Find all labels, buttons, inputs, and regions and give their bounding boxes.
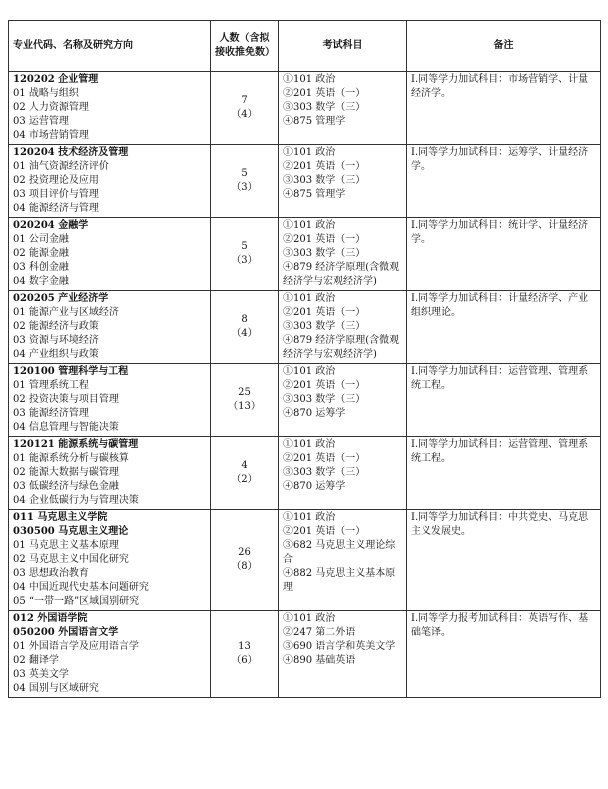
remark-cell [407,611,601,698]
exam-cell [279,291,407,364]
exam-subject: ①101 政治 [283,512,336,523]
remark-text: I.同等学力加试科目：运筹学、计量经济学。 [411,147,589,172]
enrollment-count: 26 [238,547,251,558]
exam-subject: ③303 数学（三） [283,321,366,332]
exam-cell [279,218,407,291]
count-cell [211,437,279,510]
admissions-table [8,20,601,698]
table-row [9,437,601,510]
count-cell [211,145,279,218]
major-title: 030500 马克思主义理论 [13,526,129,537]
research-direction: 01 马克思主义基本原理 [13,540,119,551]
remark-cell [407,437,601,510]
major-title: 020205 产业经济学 [13,293,109,304]
exam-subject: ④879 经济学原理(含微观经济学与宏观经济学) [283,262,400,287]
exam-subject: ①101 政治 [283,439,336,450]
remark-text: I.同等学力加试科目：运营管理、管理系统工程。 [411,366,589,391]
exam-subject: ①101 政治 [283,366,336,377]
exam-subject: ④875 管理学 [283,189,346,200]
count-cell [211,611,279,698]
exam-subject: ③690 语言学和英美文学 [283,641,396,652]
research-direction: 04 企业低碳行为与管理决策 [13,495,139,506]
remark-text: I.同等学力加试科目：计量经济学、产业组织理论。 [411,293,589,318]
table-row [9,291,601,364]
research-direction: 01 油气资源经济评价 [13,161,109,172]
exam-subject: ②201 英语（一） [283,526,366,537]
research-direction: 03 运营管理 [13,116,69,127]
research-direction: 01 能源产业与区域经济 [13,307,119,318]
major-title: 120100 管理科学与工程 [13,366,129,377]
research-direction: 02 马克思主义中国化研究 [13,554,129,565]
exam-subject: ④882 马克思主义基本原理 [283,568,396,593]
table-row [9,364,601,437]
research-direction: 03 思想政治教育 [13,568,89,579]
header-exam: 考试科目 [279,21,407,72]
research-direction: 03 低碳经济与绿色金融 [13,481,119,492]
remark-text: I.同等学力加试科目：市场营销学、计量经济学。 [411,74,589,99]
exam-cell [279,364,407,437]
research-direction: 04 能源经济与管理 [13,203,99,214]
remark-text: I.同等学力报考加试科目：英语写作、基础笔译。 [411,613,589,638]
enrollment-count: 5 [241,168,248,179]
enrollment-count: 25 [238,387,251,398]
table-row [9,611,601,698]
enrollment-count: 13 [238,641,251,652]
count-cell [211,364,279,437]
research-direction: 02 翻译学 [13,655,59,666]
remark-text: I.同等学力加试科目：统计学、计量经济学。 [411,220,589,245]
recommended-count: （4） [231,109,258,120]
research-direction: 04 信息管理与智能决策 [13,422,119,433]
research-direction: 02 能源大数据与碳管理 [13,467,119,478]
research-direction: 02 能源金融 [13,248,69,259]
major-title: 120202 企业管理 [13,74,99,85]
table-row [9,510,601,611]
table-header-row [9,21,601,72]
exam-subject: ③303 数学（三） [283,102,366,113]
exam-subject: ④875 管理学 [283,116,346,127]
enrollment-count: 5 [241,241,248,252]
exam-subject: ③682 马克思主义理论综合 [283,540,396,565]
major-cell [9,611,211,698]
recommended-count: （8） [231,561,258,572]
recommended-count: （6） [231,655,258,666]
recommended-count: （4） [231,328,258,339]
exam-subject: ②201 英语（一） [283,88,366,99]
exam-subject: ④890 基础英语 [283,655,356,666]
exam-subject: ①101 政治 [283,220,336,231]
remark-text: I.同等学力加试科目：中共党史、马克思主义发展史。 [411,512,589,537]
count-cell [211,218,279,291]
exam-subject: ③303 数学（三） [283,467,366,478]
major-cell [9,437,211,510]
exam-subject: ③303 数学（三） [283,175,366,186]
research-direction: 02 投资决策与项目管理 [13,394,119,405]
enrollment-count: 8 [241,314,248,325]
major-cell [9,510,211,611]
research-direction: 01 能源系统分析与碳核算 [13,453,129,464]
header-remark: 备注 [407,21,601,72]
exam-subject: ②201 英语（一） [283,307,366,318]
major-title: 012 外国语学院 [13,613,88,624]
research-direction: 04 数字金融 [13,276,69,287]
major-title: 120204 技术经济及管理 [13,147,129,158]
exam-subject: ④870 运筹学 [283,408,346,419]
exam-cell [279,437,407,510]
major-cell [9,291,211,364]
count-cell [211,510,279,611]
research-direction: 03 能源经济管理 [13,408,89,419]
research-direction: 04 市场营销管理 [13,130,89,141]
major-cell [9,364,211,437]
exam-cell [279,510,407,611]
recommended-count: （13） [228,401,261,412]
table-row [9,72,601,145]
major-title: 120121 能源系统与碳管理 [13,439,139,450]
exam-subject: ④879 经济学原理(含微观经济学与宏观经济学) [283,335,400,360]
exam-subject: ②201 英语（一） [283,234,366,245]
header-count: 人数（含拟接收推免数） [211,21,279,72]
research-direction: 05 “一带一路”区域国别研究 [13,596,140,607]
research-direction: 03 科创金融 [13,262,69,273]
enrollment-count: 7 [241,95,248,106]
research-direction: 04 国别与区域研究 [13,683,99,694]
remark-cell [407,510,601,611]
research-direction: 03 资源与环境经济 [13,335,99,346]
table-body [9,72,601,698]
exam-subject: ①101 政治 [283,74,336,85]
research-direction: 01 外国语言学及应用语言学 [13,641,139,652]
count-cell [211,72,279,145]
research-direction: 01 公司金融 [13,234,69,245]
remark-cell [407,218,601,291]
exam-subject: ①101 政治 [283,613,336,624]
exam-subject: ③303 数学（三） [283,248,366,259]
major-cell [9,72,211,145]
table-row [9,145,601,218]
research-direction: 02 人力资源管理 [13,102,89,113]
research-direction: 04 产业组织与政策 [13,349,99,360]
remark-cell [407,145,601,218]
major-title: 020204 金融学 [13,220,89,231]
count-cell [211,291,279,364]
research-direction: 02 能源经济与政策 [13,321,99,332]
exam-subject: ②201 英语（一） [283,161,366,172]
major-title: 011 马克思主义学院 [13,512,108,523]
header-major: 专业代码、名称及研究方向 [9,21,211,72]
admissions-table-container [8,20,600,698]
table-row [9,218,601,291]
recommended-count: （2） [231,474,258,485]
research-direction: 04 中国近现代史基本问题研究 [13,582,149,593]
recommended-count: （3） [231,182,258,193]
exam-subject: ②201 英语（一） [283,453,366,464]
remark-cell [407,72,601,145]
exam-subject: ④870 运筹学 [283,481,346,492]
major-title: 050200 外国语言文学 [13,627,119,638]
research-direction: 02 投资理论及应用 [13,175,99,186]
exam-subject: ②247 第二外语 [283,627,356,638]
exam-cell [279,145,407,218]
exam-subject: ②201 英语（一） [283,380,366,391]
exam-cell [279,611,407,698]
exam-subject: ①101 政治 [283,147,336,158]
research-direction: 01 管理系统工程 [13,380,89,391]
remark-text: I.同等学力加试科目：运营管理、管理系统工程。 [411,439,589,464]
exam-cell [279,72,407,145]
research-direction: 01 战略与组织 [13,88,79,99]
major-cell [9,145,211,218]
enrollment-count: 4 [241,460,248,471]
remark-cell [407,291,601,364]
exam-subject: ①101 政治 [283,293,336,304]
exam-subject: ③303 数学（三） [283,394,366,405]
research-direction: 03 英美文学 [13,669,69,680]
major-cell [9,218,211,291]
remark-cell [407,364,601,437]
research-direction: 03 项目评价与管理 [13,189,99,200]
recommended-count: （3） [231,255,258,266]
